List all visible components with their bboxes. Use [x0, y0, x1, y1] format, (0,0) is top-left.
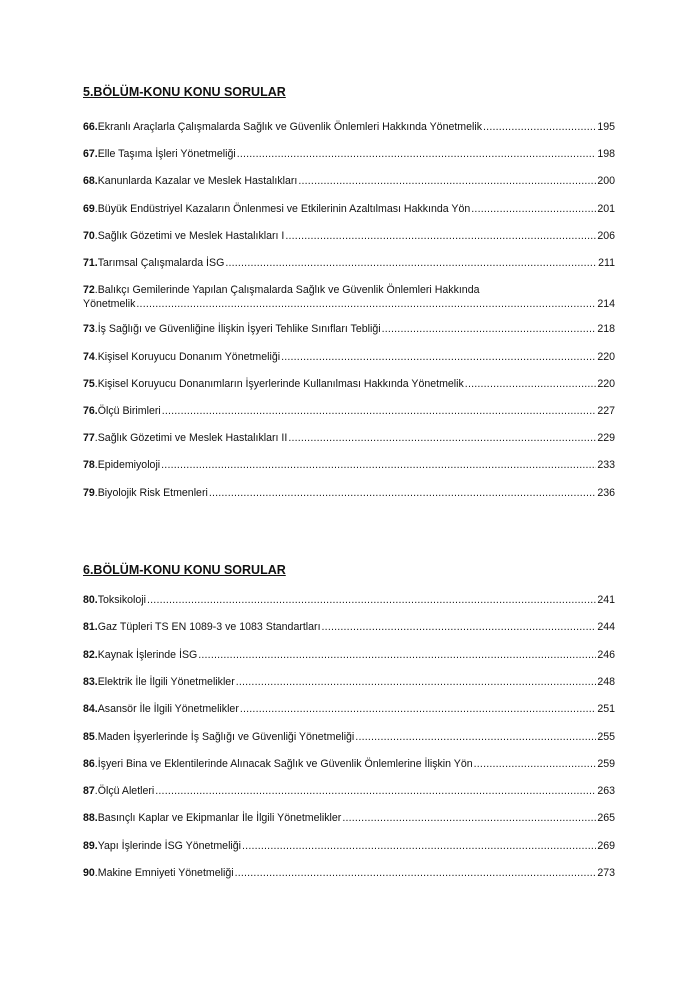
leader-dots [161, 458, 596, 472]
entry-number: 90 [83, 867, 95, 879]
toc-section-5 [83, 82, 615, 499]
leader-dots [236, 675, 597, 689]
entry-number: 78 [83, 459, 95, 472]
leader-dots [162, 404, 597, 418]
entry-number: 67. [83, 148, 98, 161]
entry-page-number: 255 [597, 730, 615, 743]
entry-number: 81. [83, 621, 98, 634]
entry-title: .Epidemiyoloji [94, 459, 161, 472]
leader-dots [322, 620, 597, 634]
entry-page-number: 201 [597, 202, 615, 215]
toc-entry[interactable] [83, 202, 615, 216]
entry-number: 89. [83, 839, 98, 852]
entry-title: .Ölçü Aletleri [94, 785, 155, 798]
entry-page-number: 227 [597, 405, 615, 417]
entry-page-number: 273 [597, 867, 615, 879]
toc-entry[interactable] [83, 377, 615, 391]
entry-number: 71. [83, 257, 98, 269]
leader-dots [281, 350, 596, 364]
toc-entry[interactable] [83, 730, 615, 744]
entry-page-number: 206 [597, 229, 615, 242]
leader-dots [288, 431, 596, 445]
entry-page-number: 263 [597, 785, 615, 798]
toc-entry[interactable] [83, 322, 615, 336]
toc-entry[interactable] [83, 229, 615, 243]
entry-number: 68. [83, 175, 98, 188]
entry-number: 76. [83, 405, 98, 417]
leader-dots [155, 784, 596, 798]
toc-entry[interactable] [83, 147, 615, 161]
entry-number: 80. [83, 594, 98, 606]
leader-dots [382, 322, 597, 336]
section-title: 5.BÖLÜM-KONU KONU SORULAR [83, 85, 286, 99]
entry-page-number: 259 [597, 757, 615, 770]
entry-page-number: 220 [597, 377, 615, 390]
entry-number: 85 [83, 730, 95, 743]
entry-number: 75 [83, 377, 95, 390]
entry-title: Ekranlı Araçlarla Çalışmalarda Sağlık ve Güvenlik Önlemleri Hakkında Yönetmelik [97, 121, 483, 133]
entry-title: .Büyük Endüstriyel Kazaların Önlenmesi ve Etkilerinin Azaltılması Hakkında Yön [94, 202, 471, 215]
entry-page-number: 214 [597, 298, 615, 311]
entry-title: .İşyeri Bina ve Eklentilerinde Alınacak Sağlık ve Güvenlik Önlemlerine İlişkin Yön [94, 757, 473, 770]
entry-page-number: 233 [597, 459, 615, 472]
entry-page-number: 200 [597, 175, 615, 188]
leader-dots [198, 648, 596, 662]
entry-title: Asansör İle İlgili Yönetmelikler [97, 703, 239, 716]
entry-page-number: 236 [597, 486, 615, 499]
entry-number: 87 [83, 785, 95, 798]
entry-page-number: 218 [597, 323, 615, 336]
leader-dots [483, 120, 596, 134]
entry-number: 84. [83, 703, 98, 716]
entry-page-number: 211 [598, 257, 615, 269]
leader-dots [342, 811, 596, 825]
entry-title: Elle Taşıma İşleri Yönetmeliği [97, 148, 236, 161]
toc-entry[interactable] [83, 839, 615, 853]
leader-dots [355, 730, 596, 744]
toc-entry[interactable] [83, 648, 615, 662]
entry-title: Ölçü Birimleri [97, 405, 161, 417]
entry-number: 73 [83, 323, 95, 336]
leader-dots [225, 256, 597, 270]
entry-title: .Kişisel Koruyucu Donanımların İşyerlerinde Kullanılması Hakkında Yönetmelik [94, 377, 464, 390]
leader-dots [471, 202, 596, 216]
entry-title-continued: Yönetmelik [83, 298, 136, 311]
entry-page-number: 251 [597, 703, 615, 716]
leader-dots [298, 174, 596, 188]
toc-entry[interactable] [83, 675, 615, 689]
entry-title: .Sağlık Gözetimi ve Meslek Hastalıkları II [94, 432, 288, 445]
toc-entry[interactable] [83, 458, 615, 472]
entry-page-number: 246 [597, 648, 615, 661]
entry-title: Yapı İşlerinde İSG Yönetmeliği [97, 839, 242, 852]
entry-number: 69 [83, 202, 95, 215]
entry-title: .İş Sağlığı ve Güvenliğine İlişkin İşyeri Tehlike Sınıfları Tebliği [94, 323, 381, 336]
entry-page-number: 265 [597, 812, 615, 825]
leader-dots [235, 866, 597, 880]
toc-entry[interactable] [83, 283, 615, 311]
toc-section-6 [83, 560, 615, 879]
entry-number: 70 [83, 229, 95, 242]
leader-dots [136, 297, 596, 311]
entry-title: Kaynak İşlerinde İSG [97, 648, 198, 661]
entry-number: 86 [83, 757, 95, 770]
entry-number: 83. [83, 675, 98, 688]
entry-title: .Balıkçı Gemilerinde Yapılan Çalışmalarda Sağlık ve Güvenlik Önlemleri Hakkında [94, 284, 480, 297]
section-title: 6.BÖLÜM-KONU KONU SORULAR [83, 563, 286, 577]
entry-number: 77 [83, 432, 95, 445]
toc-entry[interactable] [83, 404, 615, 418]
leader-dots [240, 702, 596, 716]
entry-title: Toksikoloji [97, 594, 147, 606]
toc-entry[interactable] [83, 866, 615, 880]
entry-number: 74 [83, 350, 95, 363]
toc-entry[interactable] [83, 702, 615, 716]
toc-entry[interactable] [83, 784, 615, 798]
toc-entry[interactable] [83, 174, 615, 188]
entry-title: Gaz Tüpleri TS EN 1089-3 ve 1083 Standartları [97, 621, 321, 634]
entry-page-number: 229 [597, 432, 615, 445]
toc-entry[interactable] [83, 256, 615, 270]
entry-title: .Maden İşyerlerinde İş Sağlığı ve Güvenliği Yönetmeliği [94, 730, 355, 743]
entry-page-number: 244 [597, 621, 615, 634]
entry-page-number: 241 [597, 594, 615, 606]
leader-dots [237, 147, 597, 161]
entry-page-number: 248 [597, 675, 615, 688]
leader-dots [242, 839, 596, 853]
entry-title: Tarımsal Çalışmalarda İSG [97, 257, 225, 269]
leader-dots [209, 486, 596, 500]
toc-entry[interactable] [83, 120, 615, 134]
entry-number: 82. [83, 648, 98, 661]
entry-title: Kanunlarda Kazalar ve Meslek Hastalıkları [97, 175, 298, 188]
entry-title: .Sağlık Gözetimi ve Meslek Hastalıkları I [94, 229, 285, 242]
entry-title: .Kişisel Koruyucu Donanım Yönetmeliği [94, 350, 281, 363]
entry-number: 72 [83, 284, 95, 297]
entry-title: Elektrik İle İlgili Yönetmelikler [97, 675, 235, 688]
leader-dots [465, 377, 597, 391]
entry-title: .Makine Emniyeti Yönetmeliği [94, 867, 234, 879]
toc-entry[interactable] [83, 431, 615, 445]
toc-entry[interactable] [83, 486, 615, 500]
entry-page-number: 269 [597, 839, 615, 852]
toc-entry[interactable] [83, 811, 615, 825]
leader-dots [474, 757, 597, 771]
toc-entry[interactable] [83, 620, 615, 634]
entry-title: .Biyolojik Risk Etmenleri [94, 486, 208, 499]
toc-entry[interactable] [83, 757, 615, 771]
toc-entry[interactable] [83, 593, 615, 607]
entry-page-number: 195 [597, 121, 615, 133]
entry-number: 66. [83, 121, 98, 133]
entry-page-number: 220 [597, 350, 615, 363]
entry-number: 88. [83, 812, 98, 825]
leader-dots [147, 593, 596, 607]
leader-dots [285, 229, 596, 243]
entry-title: Basınçlı Kaplar ve Ekipmanlar İle İlgili Yönetmelikler [97, 812, 342, 825]
entry-number: 79 [83, 486, 95, 499]
toc-entry[interactable] [83, 350, 615, 364]
entry-page-number: 198 [597, 148, 615, 161]
